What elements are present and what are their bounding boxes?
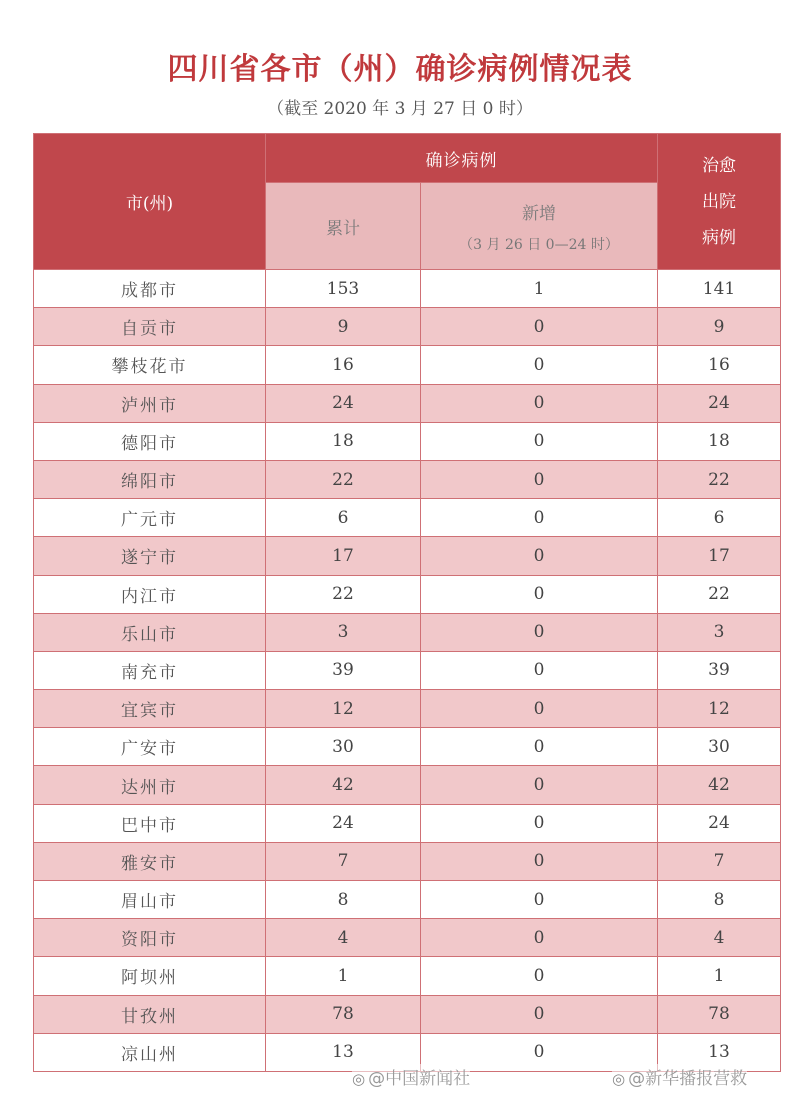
city-cell: 乐山市 — [34, 613, 266, 651]
cured-cell: 17 — [658, 537, 781, 575]
cumulative-cell: 42 — [266, 766, 421, 804]
new-cell: 0 — [421, 728, 658, 766]
cured-cell: 22 — [658, 460, 781, 498]
cured-cell: 16 — [658, 346, 781, 384]
cured-cell: 6 — [658, 499, 781, 537]
new-cell: 0 — [421, 766, 658, 804]
cured-cell: 42 — [658, 766, 781, 804]
table-row — [34, 422, 781, 460]
city-cell: 南充市 — [34, 651, 266, 689]
table-row — [34, 804, 781, 842]
city-cell: 泸州市 — [34, 384, 266, 422]
table-row — [34, 308, 781, 346]
cumulative-cell: 4 — [266, 919, 421, 957]
table-row — [34, 766, 781, 804]
cumulative-cell: 16 — [266, 346, 421, 384]
table-row — [34, 575, 781, 613]
new-cell: 0 — [421, 346, 658, 384]
header-cured — [658, 134, 781, 270]
cured-cell: 4 — [658, 919, 781, 957]
header-city: 市(州) — [34, 134, 266, 270]
new-cell: 0 — [421, 575, 658, 613]
cured-cell: 24 — [658, 804, 781, 842]
table-row — [34, 728, 781, 766]
cumulative-cell: 3 — [266, 613, 421, 651]
header-cured-line1: 治愈 — [702, 155, 736, 176]
cumulative-cell: 24 — [266, 384, 421, 422]
city-cell: 绵阳市 — [34, 460, 266, 498]
header-new — [421, 183, 658, 270]
header-cumulative: 累计 — [266, 183, 421, 270]
new-cell: 0 — [421, 422, 658, 460]
watermark-right-text: @新华播报营救 — [628, 1069, 748, 1089]
cured-cell: 18 — [658, 422, 781, 460]
cases-table — [33, 133, 781, 1072]
header-new-label: 新增 — [522, 203, 556, 224]
city-cell: 自贡市 — [34, 308, 266, 346]
watermark-left — [352, 1064, 470, 1089]
new-cell: 0 — [421, 384, 658, 422]
cured-cell: 30 — [658, 728, 781, 766]
cured-cell: 24 — [658, 384, 781, 422]
table-row — [34, 995, 781, 1033]
cured-cell: 39 — [658, 651, 781, 689]
cumulative-cell: 6 — [266, 499, 421, 537]
cured-cell: 1 — [658, 957, 781, 995]
city-cell: 内江市 — [34, 575, 266, 613]
new-cell: 0 — [421, 881, 658, 919]
header-confirmed-group: 确诊病例 — [266, 134, 658, 183]
new-cell: 0 — [421, 957, 658, 995]
new-cell: 0 — [421, 613, 658, 651]
cured-cell: 7 — [658, 842, 781, 880]
table-row — [34, 499, 781, 537]
new-cell: 0 — [421, 1033, 658, 1071]
cured-cell: 9 — [658, 308, 781, 346]
new-cell: 0 — [421, 995, 658, 1033]
table-row — [34, 270, 781, 308]
new-cell: 0 — [421, 842, 658, 880]
new-cell: 0 — [421, 804, 658, 842]
city-cell: 巴中市 — [34, 804, 266, 842]
new-cell: 0 — [421, 651, 658, 689]
cured-cell: 141 — [658, 270, 781, 308]
city-cell: 德阳市 — [34, 422, 266, 460]
table-row — [34, 690, 781, 728]
city-cell: 广元市 — [34, 499, 266, 537]
weibo-icon: ◎ — [612, 1070, 626, 1088]
page-subtitle: （截至 2020 年 3 月 27 日 0 时） — [267, 99, 533, 119]
cumulative-cell: 7 — [266, 842, 421, 880]
new-cell: 0 — [421, 919, 658, 957]
table-row — [34, 919, 781, 957]
cumulative-cell: 12 — [266, 690, 421, 728]
cumulative-cell: 30 — [266, 728, 421, 766]
table-row — [34, 460, 781, 498]
cured-cell: 13 — [658, 1033, 781, 1071]
cumulative-cell: 39 — [266, 651, 421, 689]
header-cured-line2: 出院 — [702, 191, 736, 212]
cured-cell: 22 — [658, 575, 781, 613]
cured-cell: 8 — [658, 881, 781, 919]
watermark-left-text: @中国新闻社 — [368, 1069, 471, 1089]
table-row — [34, 384, 781, 422]
cumulative-cell: 78 — [266, 995, 421, 1033]
new-cell: 0 — [421, 460, 658, 498]
table-row — [34, 651, 781, 689]
table-row — [34, 537, 781, 575]
city-cell: 资阳市 — [34, 919, 266, 957]
city-cell: 遂宁市 — [34, 537, 266, 575]
table-row — [34, 613, 781, 651]
cumulative-cell: 1 — [266, 957, 421, 995]
new-cell: 0 — [421, 690, 658, 728]
header-cured-line3: 病例 — [702, 227, 736, 248]
cumulative-cell: 13 — [266, 1033, 421, 1071]
table-row — [34, 346, 781, 384]
cured-cell: 12 — [658, 690, 781, 728]
city-cell: 凉山州 — [34, 1033, 266, 1071]
cumulative-cell: 17 — [266, 537, 421, 575]
new-cell: 1 — [421, 270, 658, 308]
cured-cell: 3 — [658, 613, 781, 651]
new-cell: 0 — [421, 308, 658, 346]
cumulative-cell: 8 — [266, 881, 421, 919]
cumulative-cell: 153 — [266, 270, 421, 308]
table-row — [34, 842, 781, 880]
new-cell: 0 — [421, 499, 658, 537]
cumulative-cell: 22 — [266, 460, 421, 498]
table-body — [34, 270, 781, 1072]
cured-cell: 78 — [658, 995, 781, 1033]
cumulative-cell: 18 — [266, 422, 421, 460]
city-cell: 攀枝花市 — [34, 346, 266, 384]
cumulative-cell: 24 — [266, 804, 421, 842]
city-cell: 甘孜州 — [34, 995, 266, 1033]
table-row — [34, 881, 781, 919]
watermark-right — [612, 1064, 747, 1089]
page-title: 四川省各市（州）确诊病例情况表 — [167, 52, 633, 87]
city-cell: 眉山市 — [34, 881, 266, 919]
city-cell: 广安市 — [34, 728, 266, 766]
city-cell: 雅安市 — [34, 842, 266, 880]
weibo-icon: ◎ — [352, 1070, 366, 1088]
cumulative-cell: 9 — [266, 308, 421, 346]
table-row — [34, 957, 781, 995]
header-new-note: （3 月 26 日 0—24 时） — [459, 236, 619, 253]
new-cell: 0 — [421, 537, 658, 575]
city-cell: 阿坝州 — [34, 957, 266, 995]
city-cell: 宜宾市 — [34, 690, 266, 728]
city-cell: 达州市 — [34, 766, 266, 804]
cumulative-cell: 22 — [266, 575, 421, 613]
city-cell: 成都市 — [34, 270, 266, 308]
